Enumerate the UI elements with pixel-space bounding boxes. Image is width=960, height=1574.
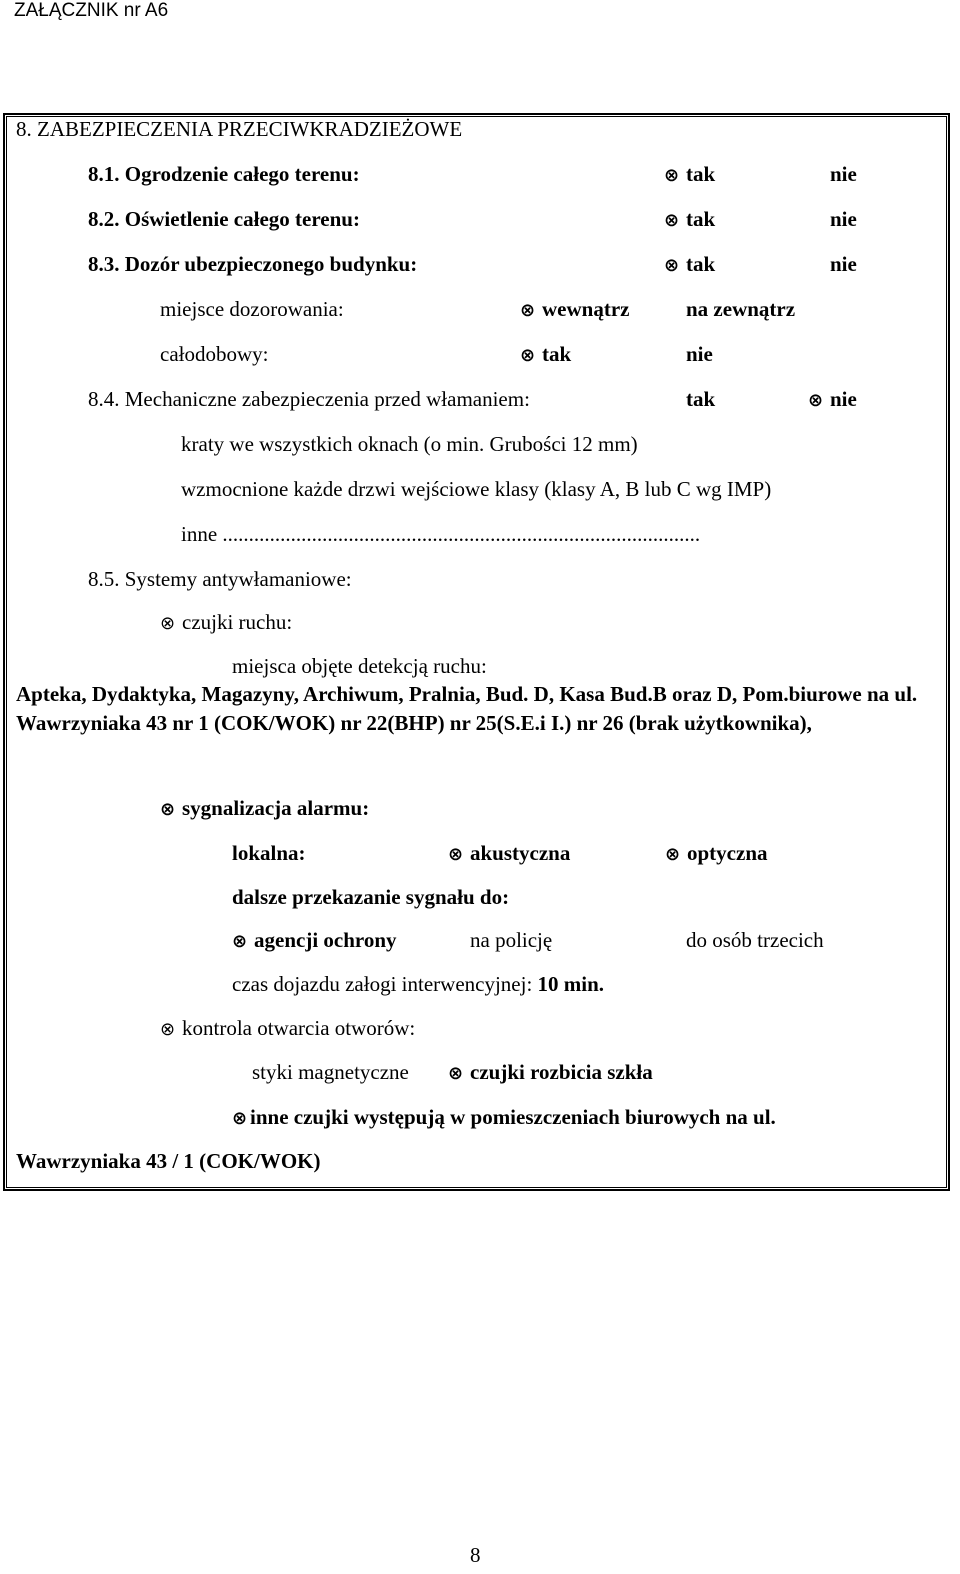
wawrzyniaka-line: Wawrzyniaka 43 / 1 (COK/WOK) bbox=[16, 1149, 321, 1173]
czujki-ruchu bbox=[160, 610, 292, 635]
q84-no bbox=[808, 387, 857, 412]
czas-dojazdu bbox=[232, 972, 604, 997]
calodobowy-yes-label: tak bbox=[542, 342, 572, 366]
checked-mark-icon: ⊗ bbox=[808, 390, 824, 411]
policje-option: na policję bbox=[470, 928, 553, 952]
kontrola-label: kontrola otwarcia otworów: bbox=[182, 1016, 416, 1040]
agencji-option bbox=[232, 928, 397, 953]
checked-mark-icon: ⊗ bbox=[232, 931, 248, 952]
czas-value: 10 min. bbox=[537, 972, 605, 996]
section-title: 8. ZABEZPIECZENIA PRZECIWKRADZIEŻOWE bbox=[16, 117, 463, 141]
kontrola-otworow bbox=[160, 1016, 415, 1041]
miejsce-label: miejsce dozorowania: bbox=[160, 297, 344, 321]
page-number: 8 bbox=[470, 1543, 481, 1567]
calodobowy-label: całodobowy: bbox=[160, 342, 269, 366]
styki-option: styki magnetyczne bbox=[252, 1060, 409, 1084]
outside-option: na zewnątrz bbox=[686, 297, 796, 321]
checked-mark-icon: ⊗ bbox=[160, 1019, 176, 1040]
agencji-label: agencji ochrony bbox=[254, 928, 397, 952]
optyczna-option bbox=[665, 841, 768, 866]
checked-mark-icon: ⊗ bbox=[232, 1108, 248, 1129]
q85-label: 8.5. Systemy antywłamaniowe: bbox=[88, 567, 352, 591]
akustyczna-option bbox=[448, 841, 570, 866]
q83-no: nie bbox=[830, 252, 857, 276]
checked-mark-icon: ⊗ bbox=[664, 210, 680, 231]
szkla-label: czujki rozbicia szkła bbox=[470, 1060, 653, 1084]
drzwi-option: wzmocnione każde drzwi wejściowe klasy (klasy A, B lub C wg IMP) bbox=[181, 477, 772, 501]
locations-paragraph: Apteka, Dydaktyka, Magazyny, Archiwum, Pralnia, Bud. D, Kasa Bud.B oraz D, Pom.biurowe na ul. Wawrzyniaka 43 nr 1 (COK/WOK) nr 22(BHP) nr 25(S.E.i I.) nr 26 (brak użytkownika), bbox=[16, 682, 918, 735]
q81-no: nie bbox=[830, 162, 857, 186]
czas-label: czas dojazdu załogi interwencyjnej: bbox=[232, 972, 533, 996]
checked-mark-icon: ⊗ bbox=[448, 1063, 464, 1084]
q82-yes bbox=[664, 207, 715, 232]
czujki-ruchu-label: czujki ruchu: bbox=[182, 610, 293, 634]
q81-yes bbox=[664, 162, 715, 187]
checked-mark-icon: ⊗ bbox=[160, 613, 176, 634]
q83-yes bbox=[664, 252, 715, 277]
q84-label: 8.4. Mechaniczne zabezpieczenia przed włamaniem: bbox=[88, 387, 530, 411]
q83-yes-label: tak bbox=[686, 252, 716, 276]
checked-mark-icon: ⊗ bbox=[520, 300, 536, 321]
inne-czujki-label: inne czujki występują w pomieszczeniach biurowych na ul. bbox=[250, 1105, 776, 1129]
checked-mark-icon: ⊗ bbox=[520, 345, 536, 366]
calodobowy-no: nie bbox=[686, 342, 713, 366]
q84-yes: tak bbox=[686, 387, 716, 411]
optyczna-label: optyczna bbox=[687, 841, 768, 865]
q82-label: 8.2. Oświetlenie całego terenu: bbox=[88, 207, 360, 231]
calodobowy-yes bbox=[520, 342, 571, 367]
lokalna-label: lokalna: bbox=[232, 841, 306, 865]
page-header: ZAŁĄCZNIK nr A6 bbox=[14, 0, 169, 21]
sygnalizacja bbox=[160, 796, 369, 821]
q82-no: nie bbox=[830, 207, 857, 231]
dalsze-label: dalsze przekazanie sygnału do: bbox=[232, 885, 510, 909]
inside-label: wewnątrz bbox=[542, 297, 630, 321]
trzecich-option: do osób trzecich bbox=[686, 928, 824, 952]
q81-yes-label: tak bbox=[686, 162, 716, 186]
checked-mark-icon: ⊗ bbox=[664, 165, 680, 186]
sygnalizacja-label: sygnalizacja alarmu: bbox=[182, 796, 370, 820]
q82-yes-label: tak bbox=[686, 207, 716, 231]
q84-no-label: nie bbox=[830, 387, 857, 411]
akustyczna-label: akustyczna bbox=[470, 841, 571, 865]
checked-mark-icon: ⊗ bbox=[160, 799, 176, 820]
inne-czujki bbox=[232, 1105, 776, 1130]
q83-label: 8.3. Dozór ubezpieczonego budynku: bbox=[88, 252, 418, 276]
q81-label: 8.1. Ogrodzenie całego terenu: bbox=[88, 162, 360, 186]
kraty-option: kraty we wszystkich oknach (o min. Grubości 12 mm) bbox=[181, 432, 638, 456]
szkla-option bbox=[448, 1060, 653, 1085]
checked-mark-icon: ⊗ bbox=[448, 844, 464, 865]
checked-mark-icon: ⊗ bbox=[665, 844, 681, 865]
checked-mark-icon: ⊗ bbox=[664, 255, 680, 276]
inside-option bbox=[520, 297, 629, 322]
inne-option: inne ........................................................................................... bbox=[181, 522, 701, 546]
miejsca-label: miejsca objęte detekcją ruchu: bbox=[232, 654, 487, 678]
